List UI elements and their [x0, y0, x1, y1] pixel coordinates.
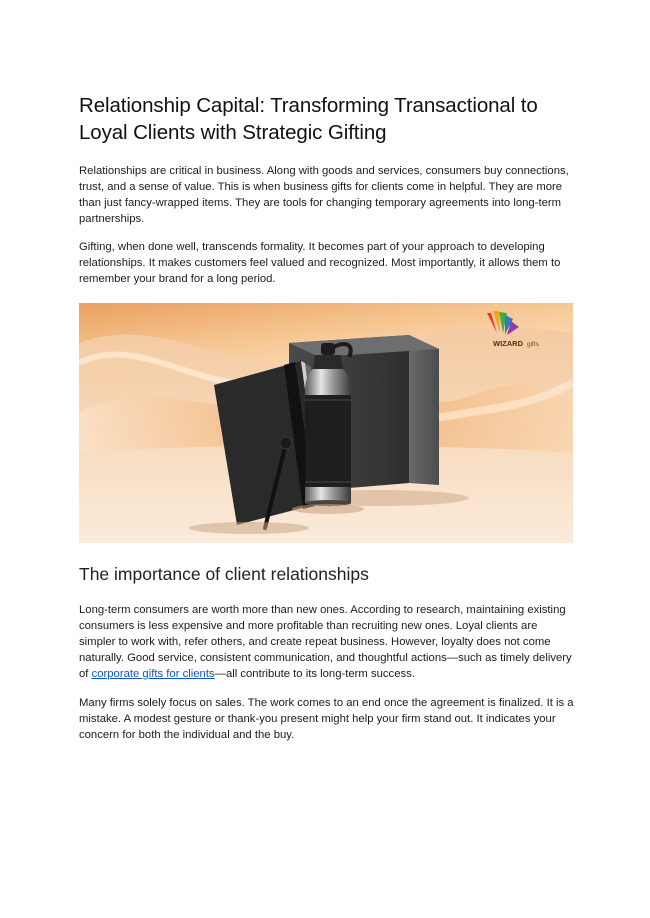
section-paragraph-1-tail: —all contribute to its long-term success. [214, 668, 415, 680]
article-title: Relationship Capital: Transforming Transactional to Loyal Clients with Strategic Gifting [79, 94, 538, 144]
corporate-gifts-link[interactable]: corporate gifts for clients [91, 668, 215, 680]
section-paragraph-1 [79, 602, 575, 682]
product-photo [79, 303, 573, 543]
section-heading: The importance of client relationships [79, 564, 369, 584]
intro-paragraph-1: Relationships are critical in business. Along with goods and services, consumers buy connections, trust, and a sense of value. This is when business gifts for clients come in helpful. They are more than just fancy-wrapped items. They are tools for changing temporary agreements into long-term partnerships. [79, 165, 569, 225]
section-paragraph-1-text: Long-term consumers are worth more than new ones. According to research, maintaining existing consumers is less expensive and more profitable than recruiting new ones. Loyal clients are simpler to work with, refer others, and create repeat business. However, loyalty does not come naturally. Good service, consistent communication, and thoughtful actions—such as timely delivery of [79, 604, 572, 680]
document-page [79, 92, 575, 743]
hero-image [79, 303, 573, 543]
intro-paragraph-2: Gifting, when done well, transcends formality. It becomes part of your approach to developing relationships. It makes customers feel valued and recognized. Most importantly, it allows them to remember your brand for a long period. [79, 241, 561, 285]
section-paragraph-2: Many firms solely focus on sales. The work comes to an end once the agreement is finalized. It is a mistake. A modest gesture or thank-you present might help your firm stand out. It indicates your concern for both the individual and the buy. [79, 697, 574, 741]
brand-logo-text: WIZARD [493, 339, 523, 348]
brand-logo-suffix: gifts [527, 341, 539, 348]
